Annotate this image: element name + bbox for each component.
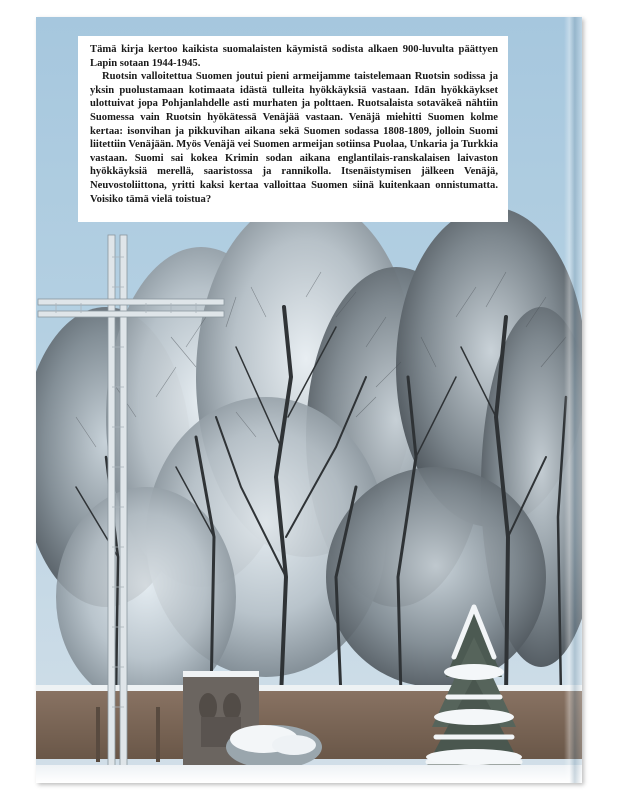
snow-ground — [36, 765, 582, 783]
blurb-paragraph-main: Ruotsin valloitettua Suomen joutui pieni armeijamme taistelemaan Ruotsin sodissa ja yksin puolustamaan kotimaata idästä tulleita hyökkäyksiä vastaan. Idän hyökkäykset ulottuivat jopa Pohjanlahdelle asti murhaten ja polttaen. Ruotsalaista sotaväkeä nähtiin Suomessa vain Ruotsin hyökätessä Venäjää vastaan. Venäjä miehitti Suomen kolme kertaa: isonvihan ja pikkuvihan aikana sekä Suomen sodassa 1808-1809, jolloin Suomi liitettiin Venäjään. Myös Venäjä vei Suomen armeijan sotiinsa Puolaa, Unkaria ja Turkkia vastaan. Suomi sai kokea Krimin sodan aikana englantilais-ranskalaisen laivaston hyökkäyksiä merellä, saaristossa ja rannikolla. Itsenäistymisen jälkeen Venäjä, Neuvostoliittona, yritti kaksi kertaa valloittaa Suomen siinä kuitenkaan onnistumatta. Voisiko tämä vielä toistua? — [90, 71, 498, 205]
book-spine-edge — [564, 17, 582, 783]
blurb-paragraph-intro: Tämä kirja kertoo kaikista suomalaisten käymistä sodista alkaen 900-luvulta päättyen Lapin sotaan 1944-1945. — [90, 44, 498, 69]
book-back-cover — [36, 17, 582, 783]
snowy-bush — [226, 725, 322, 769]
back-cover-blurb — [78, 36, 508, 222]
